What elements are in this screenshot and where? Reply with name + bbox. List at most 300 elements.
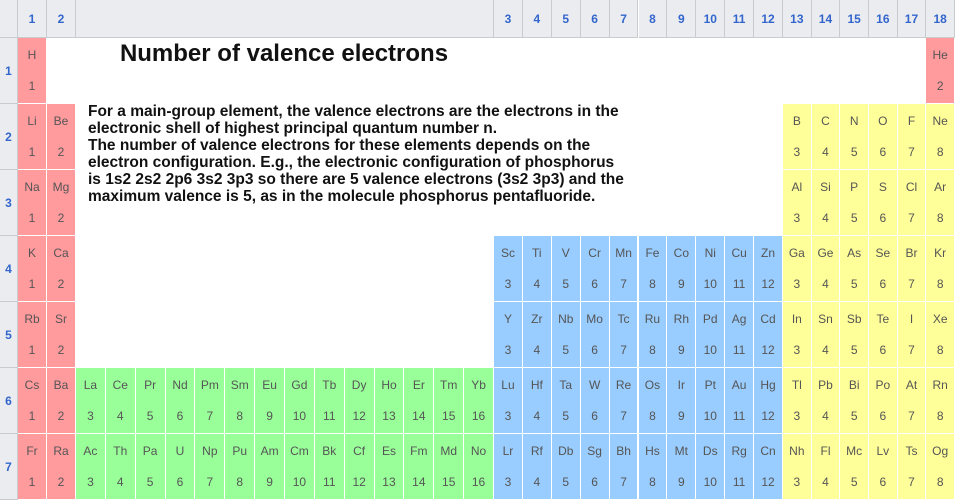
element-symbol: Zn [761,246,776,261]
valence-count: 1 [28,276,36,291]
element-symbol: Am [260,444,279,459]
element-cell [552,236,581,302]
element-cell [581,434,610,500]
element-symbol: Ho [381,378,397,393]
valence-count: 2 [57,342,65,357]
valence-count: 3 [793,210,801,225]
element-symbol: Nd [172,378,188,393]
valence-count: 4 [533,408,541,423]
valence-count: 8 [236,474,244,489]
element-cell [494,368,523,434]
valence-count: 2 [57,144,65,159]
description-line: The number of valence electrons for these elements depends on the [88,137,591,154]
element-cell [225,368,255,434]
column-header: 17 [898,0,927,38]
valence-count: 7 [908,210,915,225]
element-symbol: Ir [677,378,685,393]
valence-count: 8 [936,210,944,225]
element-cell [195,434,225,500]
valence-count: 8 [936,144,944,159]
column-header: 16 [869,0,898,38]
valence-count: 6 [879,342,887,357]
valence-count: 4 [533,474,541,489]
element-cell [47,104,76,170]
valence-count: 6 [176,408,184,423]
element-symbol: Np [202,444,218,459]
valence-count: 6 [591,342,598,357]
valence-count: 14 [412,408,426,423]
element-cell [840,434,869,500]
element-symbol: Cu [731,246,747,261]
valence-count: 7 [908,342,915,357]
element-cell [926,368,955,434]
valence-count: 7 [206,408,214,423]
column-header: 10 [696,0,725,38]
element-cell [754,302,783,368]
valence-count: 8 [649,474,656,489]
valence-count: 5 [562,342,570,357]
valence-count: 6 [176,474,184,489]
row-header: 6 [0,368,18,434]
element-cell [434,368,464,434]
valence-count: 2 [57,474,65,489]
valence-count: 8 [649,276,656,291]
element-symbol: Os [644,378,661,393]
element-symbol: Cs [24,378,40,393]
element-symbol: Ag [731,312,747,327]
valence-count: 5 [850,408,858,423]
valence-count: 4 [822,144,829,159]
element-cell [696,302,725,368]
element-symbol: Ti [532,246,542,261]
valence-count: 15 [442,408,456,423]
element-cell [225,434,255,500]
element-cell [783,434,812,500]
element-symbol: Md [440,444,458,459]
element-symbol: La [83,378,98,393]
valence-count: 3 [793,408,801,423]
element-symbol: Dy [351,378,367,393]
element-symbol: Bh [616,444,631,459]
element-symbol: Pd [702,312,718,327]
column-header: 12 [754,0,783,38]
column-header: 9 [667,0,696,38]
element-symbol: In [791,312,802,327]
element-cell [783,104,812,170]
element-symbol: Ba [53,378,69,393]
element-cell [610,368,639,434]
valence-count: 10 [703,342,717,357]
element-symbol: Xe [932,312,948,327]
element-cell [840,104,869,170]
element-symbol: Sn [818,312,833,327]
element-symbol: Rf [530,444,543,459]
element-symbol: Pb [818,378,833,393]
valence-count: 1 [28,474,36,489]
column-header: 11 [725,0,754,38]
valence-count: 10 [703,474,717,489]
element-cell [18,38,47,104]
element-cell [639,302,668,368]
element-symbol: Ga [788,246,805,261]
valence-count: 6 [879,276,887,291]
element-symbol: Lu [501,378,515,393]
valence-count: 2 [57,408,65,423]
element-cell [76,368,106,434]
element-cell [610,434,639,500]
element-cell [255,434,285,500]
valence-count: 4 [116,474,124,489]
valence-count: 12 [352,408,366,423]
element-cell [47,434,76,500]
valence-count: 3 [793,276,801,291]
element-cell [639,236,668,302]
valence-count: 6 [879,408,887,423]
valence-count: 9 [266,408,273,423]
element-cell [754,434,783,500]
element-cell [523,368,552,434]
valence-count: 8 [936,276,944,291]
element-cell [926,236,955,302]
element-cell [869,302,898,368]
element-symbol: Ca [53,246,69,261]
element-symbol: Mc [846,444,863,459]
valence-count: 16 [471,408,486,423]
element-symbol: No [470,444,487,459]
element-symbol: Te [876,312,890,327]
element-symbol: Rg [731,444,747,459]
element-cell [840,236,869,302]
row-header: 2 [0,104,18,170]
row-header: 7 [0,434,18,500]
element-symbol: Tm [440,378,458,393]
element-cell [926,434,955,500]
element-cell [783,236,812,302]
valence-count: 3 [793,342,801,357]
element-symbol: Po [875,378,891,393]
valence-count: 2 [57,276,65,291]
element-cell [696,368,725,434]
valence-count: 4 [822,342,829,357]
valence-count: 6 [591,408,598,423]
element-cell [18,302,47,368]
element-cell [136,368,166,434]
header-spacer [76,0,494,38]
valence-count: 12 [761,408,775,423]
element-symbol: Au [731,378,747,393]
element-cell [464,434,494,500]
valence-count: 2 [57,210,65,225]
element-symbol: Li [27,114,37,129]
element-symbol: C [821,114,830,129]
element-cell [840,302,869,368]
element-cell [106,434,136,500]
column-header: 6 [581,0,610,38]
element-symbol: Nb [558,312,574,327]
element-cell [667,236,696,302]
element-symbol: Nh [789,444,805,459]
column-header: 2 [47,0,76,38]
valence-count: 7 [620,474,627,489]
element-symbol: Fm [410,444,428,459]
element-cell [285,434,315,500]
element-symbol: Tl [791,378,802,393]
element-cell [552,368,581,434]
valence-count: 1 [28,144,36,159]
valence-count: 11 [323,474,336,489]
valence-count: 4 [822,210,829,225]
valence-count: 8 [936,408,944,423]
element-symbol: Al [791,180,803,195]
valence-count: 3 [793,474,801,489]
element-symbol: Eu [262,378,277,393]
element-symbol: Kr [934,246,947,261]
element-symbol: I [909,312,914,327]
valence-count: 4 [822,408,829,423]
element-symbol: Cd [760,312,776,327]
element-symbol: V [561,246,570,261]
element-symbol: Th [113,444,128,459]
valence-count: 13 [382,474,396,489]
column-header: 8 [639,0,668,38]
element-cell [581,302,610,368]
element-symbol: Ru [644,312,661,327]
valence-count: 1 [28,78,36,93]
element-symbol: Pm [200,378,219,393]
valence-count: 1 [28,342,36,357]
element-cell [898,104,927,170]
element-cell [404,368,434,434]
element-cell [667,302,696,368]
valence-count: 13 [382,408,396,423]
element-cell [18,434,47,500]
element-symbol: Sb [846,312,862,327]
element-symbol: Ts [905,444,918,459]
valence-count: 2 [936,78,944,93]
element-symbol: B [792,114,801,129]
element-cell [869,236,898,302]
element-symbol: Yb [471,378,486,393]
element-cell [840,170,869,236]
description-line: electron configuration. E.g., the electronic configuration of phosphorus [88,154,615,171]
row-header: 5 [0,302,18,368]
element-symbol: Mn [615,246,632,261]
element-cell [195,368,225,434]
element-symbol: Lv [876,444,890,459]
element-symbol: Sm [230,378,249,393]
valence-count: 10 [292,408,307,423]
element-cell [898,434,927,500]
element-cell [464,368,494,434]
column-header: 3 [494,0,523,38]
element-cell [812,302,841,368]
element-symbol: Sg [587,444,602,459]
valence-count: 8 [936,342,944,357]
element-symbol: P [850,180,859,195]
description-line: is 1s2 2s2 2p6 3s2 3p3 so there are 5 valence electrons (3s2 3p3) and the [88,171,624,188]
element-cell [898,236,927,302]
valence-count: 3 [87,408,94,423]
element-symbol: Pr [144,378,157,393]
element-cell [869,368,898,434]
element-symbol: Ta [559,378,573,393]
element-cell [345,368,375,434]
element-cell [47,236,76,302]
element-symbol: Fr [26,444,38,459]
element-symbol: Bk [322,444,337,459]
element-cell [47,170,76,236]
element-symbol: Er [412,378,425,393]
element-cell [523,434,552,500]
element-cell [812,170,841,236]
element-symbol: Be [53,114,69,129]
element-symbol: Ds [702,444,718,459]
valence-count: 4 [533,342,541,357]
element-symbol: F [907,114,916,129]
header-corner [0,0,18,38]
element-cell [898,368,927,434]
valence-count: 5 [850,342,858,357]
valence-count: 5 [146,474,154,489]
valence-count: 6 [879,210,887,225]
valence-count: 7 [620,342,627,357]
element-cell [285,368,315,434]
element-symbol: Pu [232,444,248,459]
description-line: electronic shell of highest principal quantum number n. [88,120,498,137]
column-header: 18 [926,0,955,38]
element-cell [552,434,581,500]
element-cell [494,236,523,302]
element-symbol: Fl [820,444,831,459]
element-symbol: Ne [932,114,948,129]
element-symbol: Tc [617,312,630,327]
element-cell [869,104,898,170]
element-symbol: Mg [52,180,70,195]
valence-count: 3 [87,474,94,489]
element-cell [754,236,783,302]
element-cell [18,368,47,434]
valence-count: 1 [28,210,36,225]
element-symbol: Hs [645,444,660,459]
column-header: 13 [783,0,812,38]
column-header: 1 [18,0,47,38]
element-symbol: Se [875,246,891,261]
element-symbol: Hg [760,378,776,393]
element-symbol: O [878,114,888,129]
valence-count: 8 [649,408,656,423]
element-symbol: Ce [112,378,128,393]
element-symbol: Rn [932,378,948,393]
element-cell [869,434,898,500]
column-header: 14 [812,0,841,38]
element-symbol: Cl [905,180,918,195]
element-symbol: Sr [55,312,67,327]
column-header: 15 [840,0,869,38]
element-cell [812,434,841,500]
element-cell [18,170,47,236]
valence-count: 5 [850,144,858,159]
element-symbol: Co [673,246,689,261]
valence-count: 7 [908,474,915,489]
valence-count: 7 [908,144,915,159]
element-cell [869,170,898,236]
element-symbol: Tb [322,378,337,393]
valence-count: 10 [292,474,307,489]
element-cell [345,434,375,500]
valence-count: 10 [703,408,717,423]
element-cell [812,236,841,302]
element-cell [696,236,725,302]
element-cell [639,368,668,434]
element-symbol: At [905,378,918,393]
element-cell [494,434,523,500]
element-symbol: Og [932,444,949,459]
element-cell [315,368,345,434]
valence-count: 6 [879,144,887,159]
element-symbol: Db [558,444,574,459]
element-cell [47,302,76,368]
valence-count: 12 [352,474,366,489]
element-symbol: Cr [588,246,601,261]
valence-count: 5 [562,474,570,489]
element-cell [404,434,434,500]
element-cell [255,368,285,434]
valence-count: 7 [620,276,627,291]
element-symbol: Cf [353,444,366,459]
valence-count: 5 [850,276,858,291]
element-cell [639,434,668,500]
valence-count: 9 [677,474,685,489]
element-symbol: As [847,246,862,261]
valence-count: 6 [591,474,598,489]
element-cell [898,170,927,236]
row-header: 3 [0,170,18,236]
element-cell [315,434,345,500]
element-cell [434,434,464,500]
valence-count: 6 [879,474,887,489]
valence-count: 11 [732,408,746,423]
valence-count: 11 [732,342,746,357]
element-symbol: Lr [502,444,514,459]
valence-count: 9 [266,474,273,489]
valence-count: 5 [562,408,570,423]
element-symbol: N [849,114,859,129]
description-line: For a main-group element, the valence electrons are the electrons in the [88,103,619,120]
valence-count: 12 [761,474,775,489]
element-symbol: Es [381,444,396,459]
element-symbol: Ac [83,444,98,459]
element-cell [18,104,47,170]
element-symbol: Hf [530,378,543,393]
valence-count: 5 [562,276,570,291]
element-cell [166,368,196,434]
element-cell [375,434,405,500]
element-symbol: Si [820,180,831,195]
element-symbol: U [175,444,185,459]
element-symbol: Zr [531,312,543,327]
valence-count: 8 [936,474,944,489]
element-cell [523,236,552,302]
element-cell [523,302,552,368]
element-symbol: W [588,378,601,393]
element-symbol: Fe [645,246,660,261]
element-cell [76,434,106,500]
valence-count: 5 [850,210,858,225]
valence-count: 12 [761,276,775,291]
valence-count: 14 [412,474,426,489]
valence-count: 7 [206,474,214,489]
element-cell [725,236,754,302]
